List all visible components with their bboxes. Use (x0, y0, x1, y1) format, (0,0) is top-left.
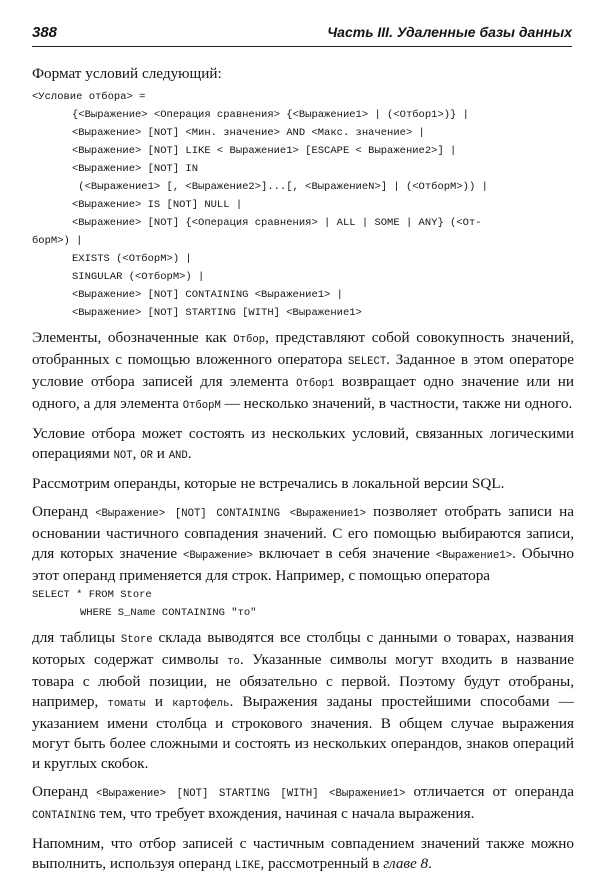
code-term: LIKE (234, 860, 261, 872)
code-term: <Выражение> [NOT] STARTING [WITH] <Выражение1> (96, 788, 406, 800)
syntax-line: <Выражение> [NOT] STARTING [WITH] <Выражение1> (72, 307, 362, 319)
page-header (32, 20, 572, 47)
code-term: OR (140, 450, 153, 462)
code-term: <Выражение> (182, 550, 253, 562)
example-code (32, 586, 574, 622)
page-number: 388 (32, 24, 58, 41)
syntax-line: <Выражение> [NOT] LIKE < Выражение1> [ESCAPE < Выражение2>] | (72, 145, 457, 157)
code-term: CONTAINING (32, 810, 96, 822)
syntax-line: <Выражение> IS [NOT] NULL | (72, 199, 243, 211)
paragraph-elements: Элементы, обозначенные как Отбор, представляют собой совокупность значений, отобранных с помощью вложенного оператора SELECT. Заданное в этом операторе условие отбора записей для элемента Отбор1 возвращает одно значение или ни одного, а для элемента ОтборМ — несколько значений, в частности, также ни одного. (32, 329, 575, 412)
syntax-line: <Выражение> [NOT] IN (72, 163, 199, 175)
code-term: Отбор1 (296, 378, 335, 390)
paragraph-operands-intro: Рассмотрим операнды, которые не встречались в локальной версии SQL. (32, 475, 505, 492)
intro-text: Формат условий следующий: (32, 65, 222, 82)
chapter-reference: главе 8 (383, 855, 429, 872)
syntax-line: <Выражение> [NOT] {<Операция сравнения> | ALL | SOME | ANY} (<От- (72, 217, 482, 229)
syntax-line: EXISTS (<ОтборМ>) | (72, 253, 192, 265)
syntax-block (32, 88, 574, 322)
code-term: ОтборМ (182, 400, 221, 412)
code-term: Store (120, 634, 153, 646)
page-body (32, 64, 574, 876)
code-term: <Выражение1> (435, 550, 513, 562)
code-term: Отбор (233, 334, 266, 346)
syntax-line: (<Выражение1> [, <Выражение2>]...[, <ВыражениеN>] | (<ОтборМ>)) | (72, 181, 488, 193)
example-line: SELECT * FROM Store (32, 589, 152, 601)
paragraph-containing: Операнд <Выражение> [NOT] CONTAINING <Выражение1> позволяет отобрать записи на основании частичного совпадения значений. С его помощью выбираются записи, для которых значение <Выражение> включает в себя значение <Выражение1>. Обычно этот операнд применяется для строк. Например, с помощью оператора (32, 503, 574, 584)
code-term: томаты (107, 698, 146, 710)
example-line: WHERE S_Name CONTAINING "то" (80, 607, 257, 619)
code-term: то (227, 656, 240, 668)
code-term: SELECT (348, 356, 387, 368)
paragraph-like-reminder: Напомним, что отбор записей с частичным совпадением значений также можно выполнить, используя операнд LIKE, рассмотренный в главе 8. (32, 835, 574, 872)
syntax-line: {<Выражение> <Операция сравнения> {<Выражение1> | (<Отбор1>)} | (72, 109, 469, 121)
code-term: <Выражение> [NOT] CONTAINING <Выражение1> (95, 508, 366, 520)
paragraph-example-explanation: для таблицы Store склада выводятся все столбцы с данными о товарах, названия которых содержат символы то. Указанные символы могут входить в название товара с любой позиции, не обязательно с первой. Поэтому будут отобраны, например, томаты и картофель. Выражения заданы простейшими способами — указанием имени столбца и строкового значения. В общем случае выражения могут быть более сложными и состоять из нескольких операндов, знаков операций и круглых скобок. (32, 629, 574, 772)
syntax-line: борМ>) | (32, 235, 83, 247)
code-term: NOT (113, 450, 133, 462)
paragraph-conditions: Условие отбора может состоять из нескольких условий, связанных логическими операциями NOT, OR и AND. (32, 425, 574, 462)
paragraph-starting: Операнд <Выражение> [NOT] STARTING [WITH] <Выражение1> отличается от операнда CONTAINING тем, что требует вхождения, начиная с начала выражения. (32, 783, 575, 822)
code-term: картофель (172, 698, 230, 710)
syntax-line: SINGULAR (<ОтборМ>) | (72, 271, 205, 283)
syntax-line: <Условие отбора> = (32, 91, 146, 103)
running-head: Часть III. Удаленные базы данных (327, 24, 572, 40)
syntax-line: <Выражение> [NOT] <Мин. значение> AND <Макс. значение> | (72, 127, 425, 139)
syntax-line: <Выражение> [NOT] CONTAINING <Выражение1> | (72, 289, 343, 301)
code-term: AND (168, 450, 188, 462)
